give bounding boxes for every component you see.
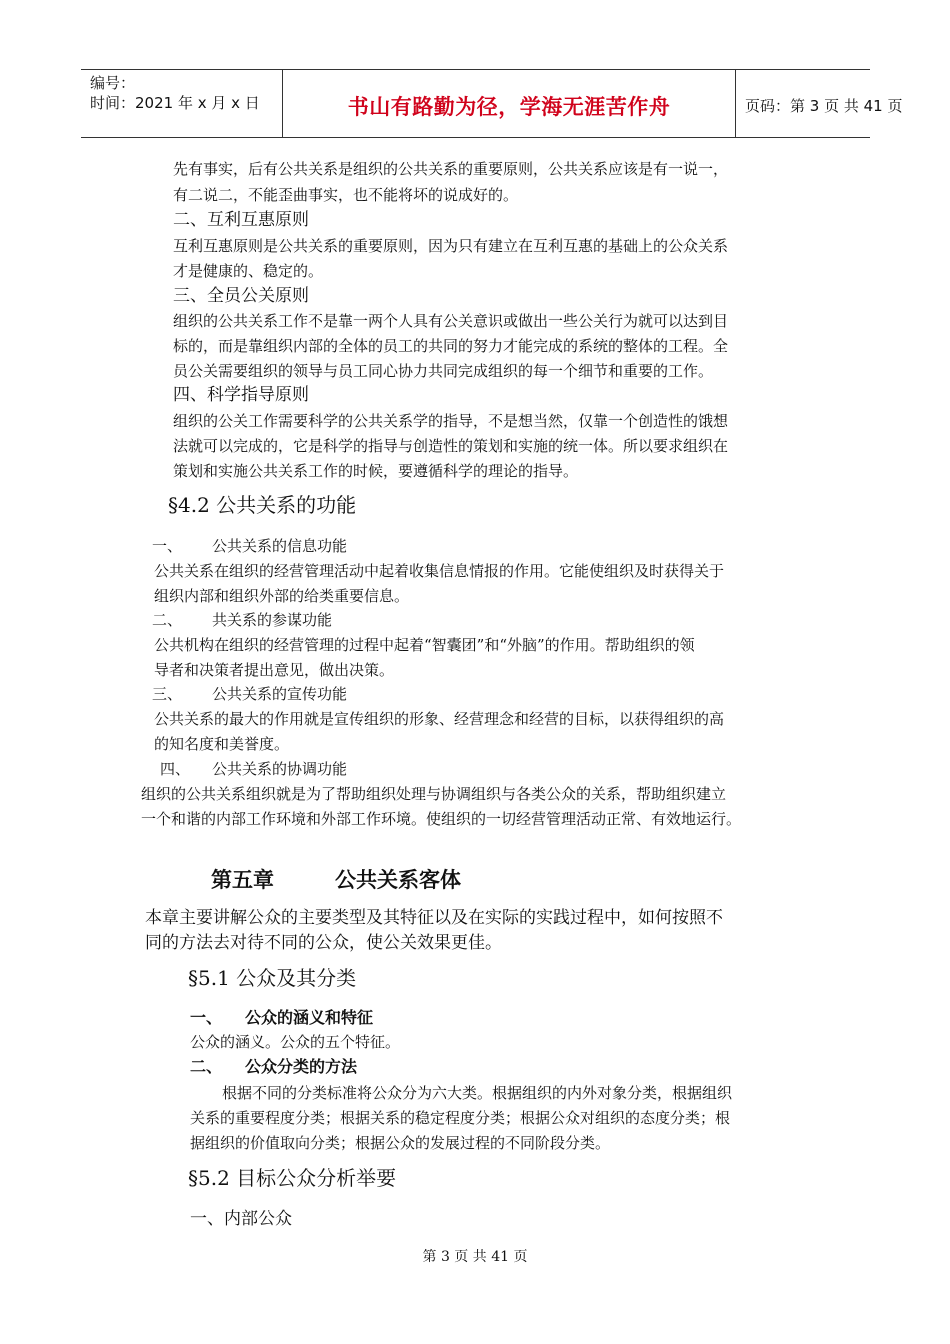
paragraph-line: 公共关系的最大的作用就是宣传组织的形象、经营理念和经营的目标，以获得组织的高 (154, 710, 725, 728)
section-heading: §5.1 公众及其分类 (188, 966, 357, 990)
function-number: 四、 (160, 760, 191, 778)
paragraph-line: 组织的公共关系组织就是为了帮助组织处理与协调组织与各类公众的关系，帮助组织建立 (141, 785, 727, 803)
subheading: 四、科学指导原则 (173, 385, 309, 405)
paragraph-line: 导者和决策者提出意见，做出决策。 (154, 661, 395, 679)
document-date-label: 时间：2021 年 x 月 x 日 (90, 94, 260, 112)
chapter-intro-line: 本章主要讲解公众的主要类型及其特征以及在实际的实践过程中，如何按照不 (145, 908, 723, 928)
paragraph-line: 关系的重要程度分类；根据关系的稳定程度分类；根据公众对组织的态度分类；根 (190, 1109, 731, 1127)
paragraph-line: 组织的公关工作需要科学的公共关系学的指导，不是想当然，仅靠一个创造性的饿想 (173, 412, 729, 430)
chapter-intro-line: 同的方法去对待不同的公众，使公关效果更佳。 (145, 933, 502, 953)
header-motto: 书山有路勤为径，学海无涯苦作舟 (347, 95, 671, 119)
document-number-label: 编号： (90, 74, 136, 92)
paragraph-line: 公众的涵义。公众的五个特征。 (190, 1033, 401, 1051)
function-title: 公共关系的协调功能 (212, 760, 348, 778)
section-heading: §4.2 公共关系的功能 (168, 493, 357, 517)
paragraph-line: 员公关需要组织的领导与员工同心协力共同完成组织的每一个细节和重要的工作。 (173, 362, 714, 380)
function-number: 二、 (152, 611, 183, 629)
paragraph-line: 公共机构在组织的经营管理的过程中起着“智囊团”和“外脑”的作用。帮助组织的领 (154, 636, 695, 654)
paragraph-line: 公共关系在组织的经营管理活动中起着收集信息情报的作用。它能使组织及时获得关于 (154, 562, 725, 580)
paragraph-line: 据组织的价值取向分类；根据公众的发展过程的不同阶段分类。 (190, 1134, 611, 1152)
chapter-number: 第五章 (211, 868, 274, 892)
paragraph-line: 先有事实，后有公共关系是组织的公共关系的重要原则，公共关系应该是有一说一， (173, 160, 729, 178)
header-table (81, 69, 903, 138)
paragraph-line: 有二说二，不能歪曲事实，也不能将坏的说成好的。 (173, 186, 519, 204)
function-number: 三、 (152, 685, 183, 703)
subheading: 一、内部公众 (190, 1209, 292, 1229)
paragraph-line: 根据不同的分类标准将公众分为六大类。根据组织的内外对象分类，根据组织 (222, 1084, 733, 1102)
paragraph-line: 标的，而是靠组织内部的全体的员工的共同的努力才能完成的系统的整体的工程。全 (173, 337, 729, 355)
paragraph-line: 组织内部和组织外部的给类重要信息。 (154, 587, 410, 605)
subsection-number: 二、 (190, 1057, 223, 1076)
subheading: 三、全员公关原则 (173, 286, 309, 306)
function-number: 一、 (152, 537, 183, 555)
header-page-label: 页码：第 3 页 共 41 页 (745, 97, 903, 115)
paragraph-line: 组织的公共关系工作不是靠一两个人具有公关意识或做出一些公关行为就可以达到目 (173, 312, 729, 330)
subsection-number: 一、 (190, 1008, 223, 1027)
subheading: 二、互利互惠原则 (173, 210, 309, 230)
function-title: 公共关系的信息功能 (212, 537, 348, 555)
subsection-title: 公众分类的方法 (245, 1057, 358, 1076)
function-title: 共关系的参谋功能 (212, 611, 333, 629)
subsection-title: 公众的涵义和特征 (245, 1008, 374, 1027)
paragraph-line: 策划和实施公共关系工作的时候，要遵循科学的理论的指导。 (173, 462, 579, 480)
chapter-title: 公共关系客体 (335, 868, 461, 892)
page-footer: 第 3 页 共 41 页 (422, 1249, 528, 1265)
paragraph-line: 才是健康的、稳定的。 (173, 262, 324, 280)
paragraph-line: 法就可以完成的，它是科学的指导与创造性的策划和实施的统一体。所以要求组织在 (173, 437, 729, 455)
paragraph-line: 互利互惠原则是公共关系的重要原则，因为只有建立在互利互惠的基础上的公众关系 (173, 237, 729, 255)
header-left-cell (81, 70, 282, 137)
function-title: 公共关系的宣传功能 (212, 685, 348, 703)
section-heading: §5.2 目标公众分析举要 (188, 1166, 397, 1190)
paragraph-line: 的知名度和美誉度。 (154, 735, 290, 753)
header-right-cell (735, 70, 903, 137)
header-center-cell (282, 70, 736, 137)
paragraph-line: 一个和谐的内部工作环境和外部工作环境。使组织的一切经营管理活动正常、有效地运行。 (141, 810, 742, 828)
